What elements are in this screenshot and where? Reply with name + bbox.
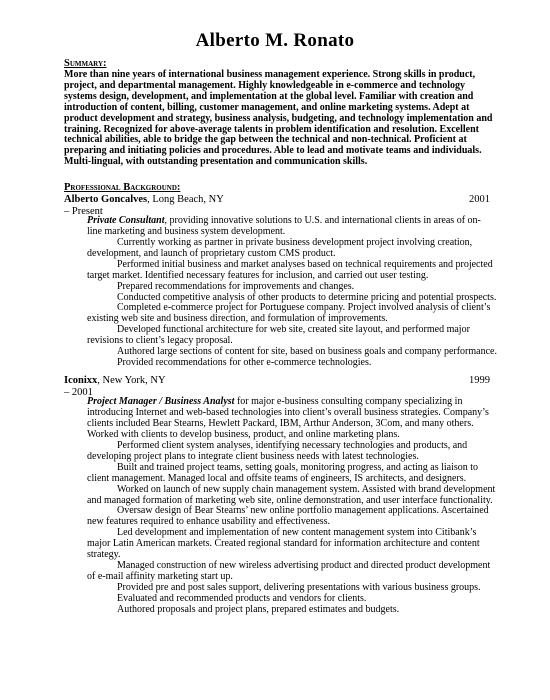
job-end-date: – Present <box>64 206 103 217</box>
summary-heading: Summary: <box>64 58 107 69</box>
list-item: Managed construction of new wireless advertising product and directed product development of e-mail affinity marketing start up. <box>87 559 491 582</box>
job-start-year: 1999 <box>469 375 490 386</box>
job-description: , providing innovative solutions to U.S. and international clients in areas of on-line marketing and business system development. <box>87 215 481 237</box>
job-header <box>64 194 490 205</box>
company-name: Iconixx <box>64 375 98 386</box>
list-item: Conducted competitive analysis of other products to determine pricing and potential prospects. <box>117 291 497 303</box>
list-item: Currently working as partner in private business development project involving creation, development, and launch of proprietary custom CMS product. <box>87 237 473 259</box>
job-title: Project Manager / Business Analyst <box>87 396 235 407</box>
job-header <box>64 375 490 386</box>
list-item: Worked on launch of new supply chain management system. Assisted with brand development and managed formation of marketing web site, online demonstration, and user interface functionality. <box>87 483 496 506</box>
list-item: Performed initial business and market analyses based on technical requirements and projected target market. Identified necessary features for inclusion, and carried out user testing. <box>87 258 493 281</box>
list-item: Authored large sections of content for site, based on business goals and company performance. <box>117 346 497 358</box>
job-bullets <box>87 441 497 616</box>
company-location: , New York, NY <box>97 375 166 386</box>
summary-text: More than nine years of international business management experience. Strong skills in product, project, and departmental management. Highly knowledgeable in e-commerce and technology systems design, development, and implementation at the global level. Familiar with creation and introduction of content, billing, customer management, and online marketing systems. Adept at product development and strategy, business analysis, budgeting, and technology implementation and training. Recognized for above-average talents in problem identification and resolution. Excellent technical abilities, able to bridge the gap between the technical and non-technical. Proficient at preparing and initiating policies and procedures. Able to lead and motivate teams and individuals. Multi-lingual, with outstanding presentation and communication skills. <box>64 69 493 168</box>
job-title: Private Consultant <box>87 215 165 226</box>
list-item: Performed client system analyses, identifying necessary technologies and products, and developing project plans to integrate client business needs with latest technologies. <box>87 440 468 462</box>
background-heading: Professional Background: <box>64 182 181 193</box>
list-item: Led development and implementation of new content management system into Citibank’s major Latin American markets. Created regional standard for information architecture and content strategy. <box>87 527 480 561</box>
list-item: Developed functional architecture for web site, created site layout, and performed major revisions to client’s legacy proposal. <box>87 324 470 347</box>
list-item: Oversaw design of Bear Stearns’ new online portfolio management applications. Ascertained new features required to enhance usability and effectiveness. <box>87 505 489 528</box>
job-role <box>87 397 495 441</box>
job-role <box>87 216 495 238</box>
list-item: Prepared recommendations for improvements and changes. <box>117 280 355 292</box>
list-item: Built and trained project teams, setting goals, monitoring progress, and acting as liaison to client management. Managed local and offsite teams of engineers, IS architects, and designers. <box>87 461 479 484</box>
candidate-name: Alberto M. Ronato <box>195 30 355 51</box>
company-name: Alberto Goncalves <box>64 194 148 205</box>
job-description: for major e-business consulting company specializing in introducing Internet and web-based technologies into client’s overall business strategies. Company’s clients included Bear Stearns, Hewlett Packard, IBM, Arthur Anderson, 3Com, and many others. Worked with clients to develop business, product, and online marketing plans. <box>87 396 489 440</box>
job-start-year: 2001 <box>469 194 490 205</box>
list-item: Provided recommendations for other e-commerce technologies. <box>117 356 372 368</box>
list-item: Authored proposals and project plans, prepared estimates and budgets. <box>117 603 400 615</box>
list-item: Provided pre and post sales support, delivering presentations with various business groups. <box>117 581 481 593</box>
company-location: , Long Beach, NY <box>147 194 224 205</box>
list-item: Completed e-commerce project for Portuguese company. Project involved analysis of client’s existing web site and business direction, and formulation of improvements. <box>87 302 491 325</box>
list-item: Evaluated and recommended products and vendors for clients. <box>117 592 367 604</box>
job-bullets <box>87 238 497 369</box>
job-end-date: – 2001 <box>64 387 93 398</box>
